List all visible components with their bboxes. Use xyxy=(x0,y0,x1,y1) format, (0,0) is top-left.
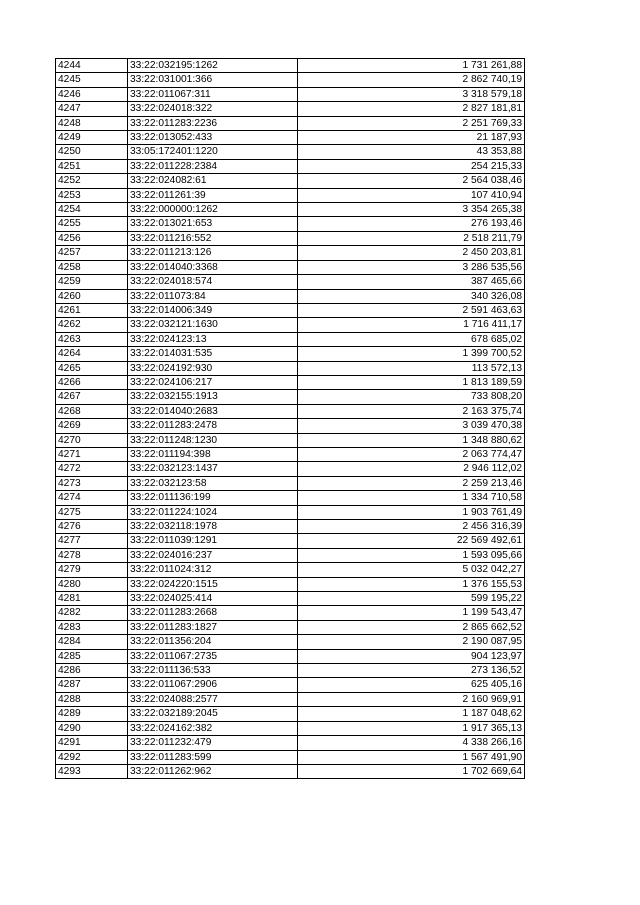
value-cell: 2 862 740,19 xyxy=(298,73,525,87)
cadastral-number-cell: 33:05:172401:1220 xyxy=(128,145,298,159)
cadastral-number-cell: 33:22:014040:2683 xyxy=(128,404,298,418)
row-number-cell: 4244 xyxy=(56,59,128,73)
value-cell: 1 348 880,62 xyxy=(298,433,525,447)
cadastral-number-cell: 33:22:031001:366 xyxy=(128,73,298,87)
value-cell: 1 716 411,17 xyxy=(298,318,525,332)
row-number-cell: 4260 xyxy=(56,289,128,303)
value-cell: 2 163 375,74 xyxy=(298,404,525,418)
cadastral-number-cell: 33:22:011228:2384 xyxy=(128,159,298,173)
cadastral-number-cell: 33:22:024123:13 xyxy=(128,332,298,346)
value-cell: 2 865 662,52 xyxy=(298,620,525,634)
cadastral-number-cell: 33:22:024106:217 xyxy=(128,375,298,389)
table-row xyxy=(56,332,525,346)
cadastral-number-cell: 33:22:024220:1515 xyxy=(128,577,298,591)
value-cell: 3 286 535,56 xyxy=(298,260,525,274)
row-number-cell: 4270 xyxy=(56,433,128,447)
row-number-cell: 4284 xyxy=(56,635,128,649)
value-cell: 273 136,52 xyxy=(298,664,525,678)
cadastral-number-cell: 33:22:024025:414 xyxy=(128,592,298,606)
row-number-cell: 4256 xyxy=(56,231,128,245)
cadastral-number-cell: 33:22:011136:199 xyxy=(128,491,298,505)
row-number-cell: 4281 xyxy=(56,592,128,606)
value-cell: 904 123,97 xyxy=(298,649,525,663)
cadastral-number-cell: 33:22:014031:535 xyxy=(128,347,298,361)
cadastral-number-cell: 33:22:011073:84 xyxy=(128,289,298,303)
row-number-cell: 4280 xyxy=(56,577,128,591)
table-row xyxy=(56,649,525,663)
cadastral-number-cell: 33:22:011039:1291 xyxy=(128,534,298,548)
table-row xyxy=(56,764,525,778)
table-row xyxy=(56,707,525,721)
row-number-cell: 4272 xyxy=(56,462,128,476)
row-number-cell: 4274 xyxy=(56,491,128,505)
value-cell: 113 572,13 xyxy=(298,361,525,375)
row-number-cell: 4254 xyxy=(56,203,128,217)
table-row xyxy=(56,217,525,231)
table-row xyxy=(56,491,525,505)
row-number-cell: 4277 xyxy=(56,534,128,548)
cadastral-number-cell: 33:22:011194:398 xyxy=(128,447,298,461)
value-cell: 2 160 969,91 xyxy=(298,692,525,706)
table-row xyxy=(56,620,525,634)
row-number-cell: 4266 xyxy=(56,375,128,389)
value-cell: 2 827 181,81 xyxy=(298,102,525,116)
row-number-cell: 4245 xyxy=(56,73,128,87)
row-number-cell: 4259 xyxy=(56,275,128,289)
row-number-cell: 4258 xyxy=(56,260,128,274)
value-cell: 2 591 463,63 xyxy=(298,303,525,317)
table-row xyxy=(56,419,525,433)
table-row xyxy=(56,433,525,447)
cadastral-number-cell: 33:22:011067:2735 xyxy=(128,649,298,663)
table-row xyxy=(56,188,525,202)
value-cell: 4 338 266,16 xyxy=(298,736,525,750)
table-row xyxy=(56,375,525,389)
table-row xyxy=(56,174,525,188)
table-row xyxy=(56,390,525,404)
table-row xyxy=(56,203,525,217)
table-row xyxy=(56,231,525,245)
row-number-cell: 4293 xyxy=(56,764,128,778)
cadastral-number-cell: 33:22:024088:2577 xyxy=(128,692,298,706)
value-cell: 340 326,08 xyxy=(298,289,525,303)
table-row xyxy=(56,159,525,173)
cadastral-number-cell: 33:22:011261:39 xyxy=(128,188,298,202)
row-number-cell: 4248 xyxy=(56,116,128,130)
table-row xyxy=(56,404,525,418)
row-number-cell: 4269 xyxy=(56,419,128,433)
value-cell: 22 569 492,61 xyxy=(298,534,525,548)
row-number-cell: 4279 xyxy=(56,563,128,577)
value-cell: 1 702 669,64 xyxy=(298,764,525,778)
table-row xyxy=(56,87,525,101)
value-cell: 3 318 579,18 xyxy=(298,87,525,101)
row-number-cell: 4255 xyxy=(56,217,128,231)
row-number-cell: 4291 xyxy=(56,736,128,750)
cadastral-number-cell: 33:22:024018:574 xyxy=(128,275,298,289)
cadastral-number-cell: 33:22:024082:61 xyxy=(128,174,298,188)
table-body xyxy=(56,59,525,779)
table-row xyxy=(56,750,525,764)
row-number-cell: 4271 xyxy=(56,447,128,461)
cadastral-number-cell: 33:22:011283:599 xyxy=(128,750,298,764)
row-number-cell: 4261 xyxy=(56,303,128,317)
table-row xyxy=(56,102,525,116)
table-row xyxy=(56,447,525,461)
cadastral-number-cell: 33:22:011283:1827 xyxy=(128,620,298,634)
row-number-cell: 4265 xyxy=(56,361,128,375)
cadastral-number-cell: 33:22:011248:1230 xyxy=(128,433,298,447)
row-number-cell: 4250 xyxy=(56,145,128,159)
value-cell: 276 193,46 xyxy=(298,217,525,231)
cadastral-number-cell: 33:22:011136:533 xyxy=(128,664,298,678)
value-cell: 1 917 365,13 xyxy=(298,721,525,735)
cadastral-number-cell: 33:22:000000:1262 xyxy=(128,203,298,217)
cadastral-number-cell: 33:22:011232:479 xyxy=(128,736,298,750)
cadastral-number-cell: 33:22:011262:962 xyxy=(128,764,298,778)
value-cell: 1 334 710,58 xyxy=(298,491,525,505)
value-cell: 2 456 316,39 xyxy=(298,520,525,534)
value-cell: 1 813 189,59 xyxy=(298,375,525,389)
table-row xyxy=(56,505,525,519)
row-number-cell: 4246 xyxy=(56,87,128,101)
cadastral-number-cell: 33:22:011213:126 xyxy=(128,246,298,260)
table-row xyxy=(56,577,525,591)
row-number-cell: 4253 xyxy=(56,188,128,202)
table-row xyxy=(56,145,525,159)
value-cell: 2 946 112,02 xyxy=(298,462,525,476)
value-cell: 2 251 769,33 xyxy=(298,116,525,130)
cadastral-number-cell: 33:22:013052:433 xyxy=(128,131,298,145)
cadastral-number-cell: 33:22:032121:1630 xyxy=(128,318,298,332)
value-cell: 1 567 491,90 xyxy=(298,750,525,764)
row-number-cell: 4251 xyxy=(56,159,128,173)
value-cell: 43 353,88 xyxy=(298,145,525,159)
cadastral-number-cell: 33:22:013021:653 xyxy=(128,217,298,231)
row-number-cell: 4283 xyxy=(56,620,128,634)
table-row xyxy=(56,635,525,649)
row-number-cell: 4247 xyxy=(56,102,128,116)
cadastral-number-cell: 33:22:011283:2236 xyxy=(128,116,298,130)
value-cell: 2 190 087,95 xyxy=(298,635,525,649)
row-number-cell: 4292 xyxy=(56,750,128,764)
value-cell: 1 399 700,52 xyxy=(298,347,525,361)
table-row xyxy=(56,289,525,303)
cadastral-number-cell: 33:22:032123:1437 xyxy=(128,462,298,476)
cadastral-number-cell: 33:22:011216:552 xyxy=(128,231,298,245)
table-row xyxy=(56,361,525,375)
table-row xyxy=(56,462,525,476)
value-cell: 678 685,02 xyxy=(298,332,525,346)
value-cell: 625 405,16 xyxy=(298,678,525,692)
cadastral-number-cell: 33:22:011283:2478 xyxy=(128,419,298,433)
value-cell: 1 903 761,49 xyxy=(298,505,525,519)
value-cell: 2 259 213,46 xyxy=(298,476,525,490)
value-cell: 1 376 155,53 xyxy=(298,577,525,591)
table-row xyxy=(56,736,525,750)
table-row xyxy=(56,476,525,490)
cadastral-number-cell: 33:22:024192:930 xyxy=(128,361,298,375)
table-row xyxy=(56,721,525,735)
table-row xyxy=(56,303,525,317)
value-cell: 3 039 470,38 xyxy=(298,419,525,433)
value-cell: 387 465,66 xyxy=(298,275,525,289)
value-cell: 21 187,93 xyxy=(298,131,525,145)
row-number-cell: 4273 xyxy=(56,476,128,490)
row-number-cell: 4282 xyxy=(56,606,128,620)
value-cell: 2 450 203,81 xyxy=(298,246,525,260)
value-cell: 733 808,20 xyxy=(298,390,525,404)
value-cell: 599 195,22 xyxy=(298,592,525,606)
table-row xyxy=(56,664,525,678)
table-row xyxy=(56,692,525,706)
cadastral-number-cell: 33:22:011224:1024 xyxy=(128,505,298,519)
table-row xyxy=(56,116,525,130)
row-number-cell: 4290 xyxy=(56,721,128,735)
value-cell: 1 731 261,88 xyxy=(298,59,525,73)
table-row xyxy=(56,678,525,692)
table-row xyxy=(56,59,525,73)
row-number-cell: 4249 xyxy=(56,131,128,145)
cadastral-number-cell: 33:22:024018:322 xyxy=(128,102,298,116)
row-number-cell: 4268 xyxy=(56,404,128,418)
table-row xyxy=(56,563,525,577)
value-cell: 1 199 543,47 xyxy=(298,606,525,620)
value-cell: 254 215,33 xyxy=(298,159,525,173)
table-row xyxy=(56,275,525,289)
cadastral-number-cell: 33:22:011024:312 xyxy=(128,563,298,577)
table-row xyxy=(56,606,525,620)
cadastral-number-cell: 33:22:032189:2045 xyxy=(128,707,298,721)
cadastral-number-cell: 33:22:032155:1913 xyxy=(128,390,298,404)
row-number-cell: 4263 xyxy=(56,332,128,346)
value-cell: 2 564 038,46 xyxy=(298,174,525,188)
table-row xyxy=(56,73,525,87)
value-cell: 107 410,94 xyxy=(298,188,525,202)
value-cell: 3 354 265,38 xyxy=(298,203,525,217)
table-row xyxy=(56,520,525,534)
cadastral-number-cell: 33:22:032118:1978 xyxy=(128,520,298,534)
table-row xyxy=(56,246,525,260)
value-cell: 2 518 211,79 xyxy=(298,231,525,245)
cadastral-number-cell: 33:22:024162:382 xyxy=(128,721,298,735)
cadastral-number-cell: 33:22:011356:204 xyxy=(128,635,298,649)
row-number-cell: 4275 xyxy=(56,505,128,519)
row-number-cell: 4288 xyxy=(56,692,128,706)
row-number-cell: 4287 xyxy=(56,678,128,692)
row-number-cell: 4286 xyxy=(56,664,128,678)
cadastral-value-table xyxy=(55,58,525,779)
table-row xyxy=(56,260,525,274)
row-number-cell: 4262 xyxy=(56,318,128,332)
row-number-cell: 4289 xyxy=(56,707,128,721)
table-row xyxy=(56,347,525,361)
cadastral-number-cell: 33:22:011067:2906 xyxy=(128,678,298,692)
row-number-cell: 4264 xyxy=(56,347,128,361)
row-number-cell: 4285 xyxy=(56,649,128,663)
table-row xyxy=(56,318,525,332)
value-cell: 2 063 774,47 xyxy=(298,447,525,461)
table-row xyxy=(56,592,525,606)
value-cell: 1 593 095,66 xyxy=(298,548,525,562)
row-number-cell: 4252 xyxy=(56,174,128,188)
value-cell: 5 032 042,27 xyxy=(298,563,525,577)
row-number-cell: 4267 xyxy=(56,390,128,404)
document-page xyxy=(55,58,524,779)
cadastral-number-cell: 33:22:011067:311 xyxy=(128,87,298,101)
table-row xyxy=(56,131,525,145)
cadastral-number-cell: 33:22:032123:58 xyxy=(128,476,298,490)
cadastral-number-cell: 33:22:032195:1262 xyxy=(128,59,298,73)
table-row xyxy=(56,548,525,562)
table-row xyxy=(56,534,525,548)
row-number-cell: 4276 xyxy=(56,520,128,534)
cadastral-number-cell: 33:22:024016:237 xyxy=(128,548,298,562)
value-cell: 1 187 048,62 xyxy=(298,707,525,721)
cadastral-number-cell: 33:22:014006:349 xyxy=(128,303,298,317)
cadastral-number-cell: 33:22:011283:2668 xyxy=(128,606,298,620)
cadastral-number-cell: 33:22:014040:3368 xyxy=(128,260,298,274)
row-number-cell: 4257 xyxy=(56,246,128,260)
row-number-cell: 4278 xyxy=(56,548,128,562)
